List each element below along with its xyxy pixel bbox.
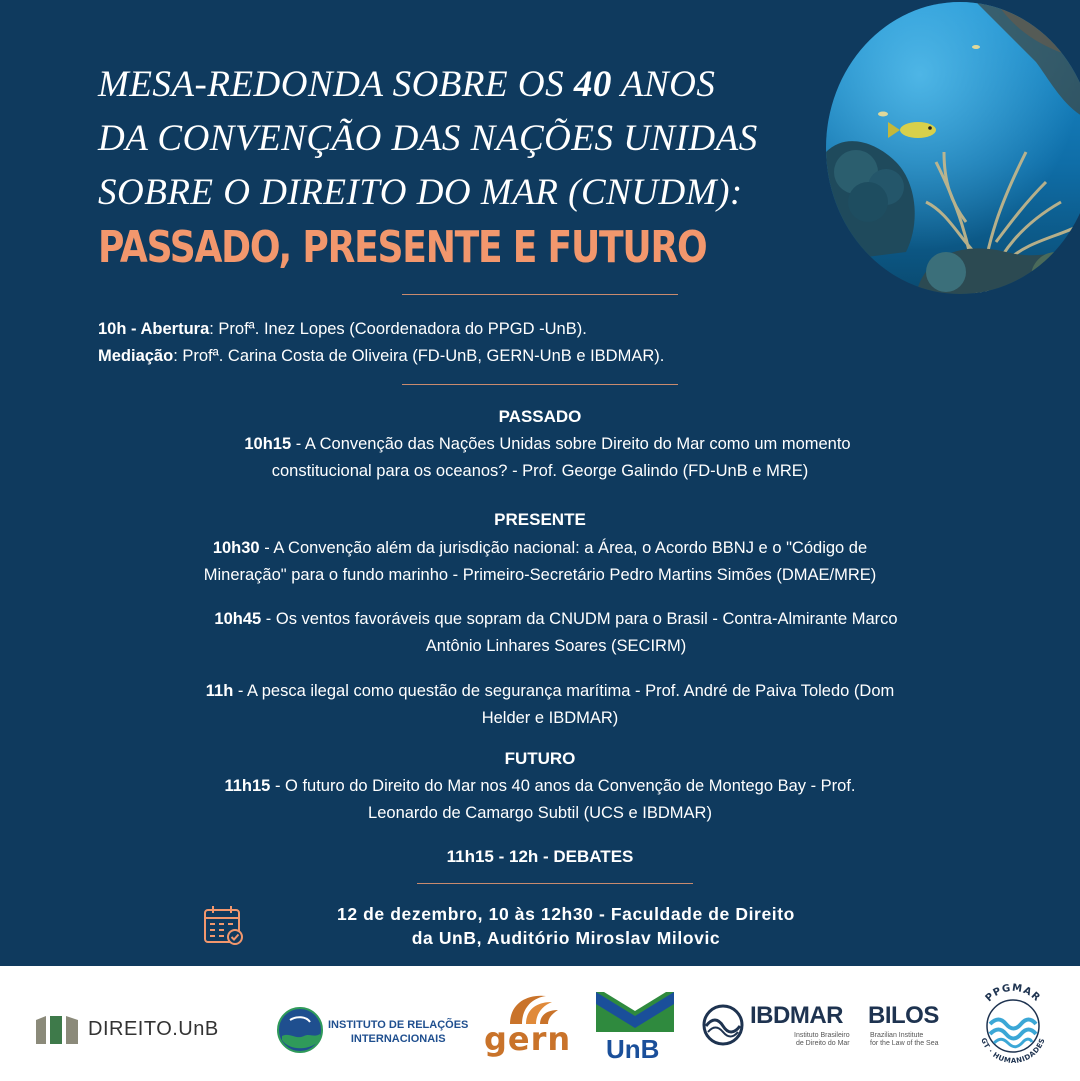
ppgmar-logo [968, 980, 1058, 1076]
divider-1 [402, 294, 678, 295]
opening-line: 10h - Abertura: Profª. Inez Lopes (Coordenadora do PPGD -UnB). [98, 320, 587, 338]
unb-emblem-icon [596, 992, 674, 1032]
globe-icon [276, 1006, 324, 1054]
divider-3 [417, 883, 693, 884]
ppgmar-emblem-icon [968, 980, 1058, 1076]
section-heading-futuro: FUTURO [504, 749, 576, 768]
direito-unb-logo: DIREITO.UnB [34, 1012, 234, 1048]
gern-logo: gern [484, 990, 574, 1060]
unb-logo: UnB [596, 992, 676, 1064]
title-line-1: MESA-REDONDA SOBRE OS 40 ANOS [98, 64, 716, 105]
title-line-2: DA CONVENÇÃO DAS NAÇÕES UNIDAS [98, 118, 758, 159]
ocean-reef-image [826, 2, 1080, 294]
ibdmar-logo: IBDMAR Instituto Brasileiro de Direito do Mar [702, 1002, 862, 1052]
program-item: 10h45 - Os ventos favoráveis que sopram da CNUDM para o Brasil - Contra-Almirante Marco Antônio Linhares Soares (SECIRM) [214, 610, 898, 655]
debates-line: 11h15 - 12h - DEBATES [446, 847, 634, 866]
svg-text:PPGMAR: PPGMAR [983, 982, 1043, 1005]
partner-logos-bar [0, 966, 1080, 1080]
title-line-3: SOBRE O DIREITO DO MAR (CNUDM): [98, 172, 743, 213]
svg-text:GT · HUMANIDADES: GT · HUMANIDADES [979, 1036, 1047, 1066]
poster-subtitle: PASSADO, PRESENTE E FUTURO [98, 222, 707, 273]
section-heading-presente: PRESENTE [494, 510, 586, 529]
calendar-icon [202, 904, 246, 946]
section-heading-passado: PASSADO [498, 407, 582, 426]
coral-reef-illustration [826, 2, 1080, 294]
event-details [200, 902, 880, 952]
program-item: 11h - A pesca ilegal como questão de segurança marítima - Prof. André de Paiva Toledo (Dom Helder e IBDMAR) [205, 682, 895, 727]
bilos-logo: BILOS Brazilian Institute for the Law of the Sea [868, 1002, 939, 1047]
program-item: 10h30 - A Convenção além da jurisdição nacional: a Área, o Acordo BBNJ e o "Código de Mineração" para o fundo marinho - Primeiro-Secretário Pedro Martins Simões (DMAE/MRE) [203, 539, 877, 584]
mediation-line: Mediação: Profª. Carina Costa de Oliveira (FD-UnB, GERN-UnB e IBDMAR). [98, 347, 665, 365]
event-date-venue: 12 de dezembro, 10 às 12h30 - Faculdade de Direito da UnB, Auditório Miroslav Milovic [337, 904, 795, 948]
program-item: 10h15 - A Convenção das Nações Unidas sobre Direito do Mar como um momento constitucional para os oceanos? - Prof. George Galindo (FD-UnB e MRE) [244, 435, 851, 480]
program-item: 11h15 - O futuro do Direito do Mar nos 40 anos da Convenção de Montego Bay - Prof. Leonardo de Camargo Subtil (UCS e IBDMAR) [224, 777, 856, 822]
poster-title [98, 58, 798, 220]
ibdmar-wave-icon [702, 1004, 744, 1046]
intro-block [98, 316, 664, 370]
iri-logo: INSTITUTO DE RELAÇÕES INTERNACIONAIS [276, 1006, 466, 1056]
divider-2 [402, 384, 678, 385]
direito-unb-mark-icon [34, 1014, 80, 1046]
